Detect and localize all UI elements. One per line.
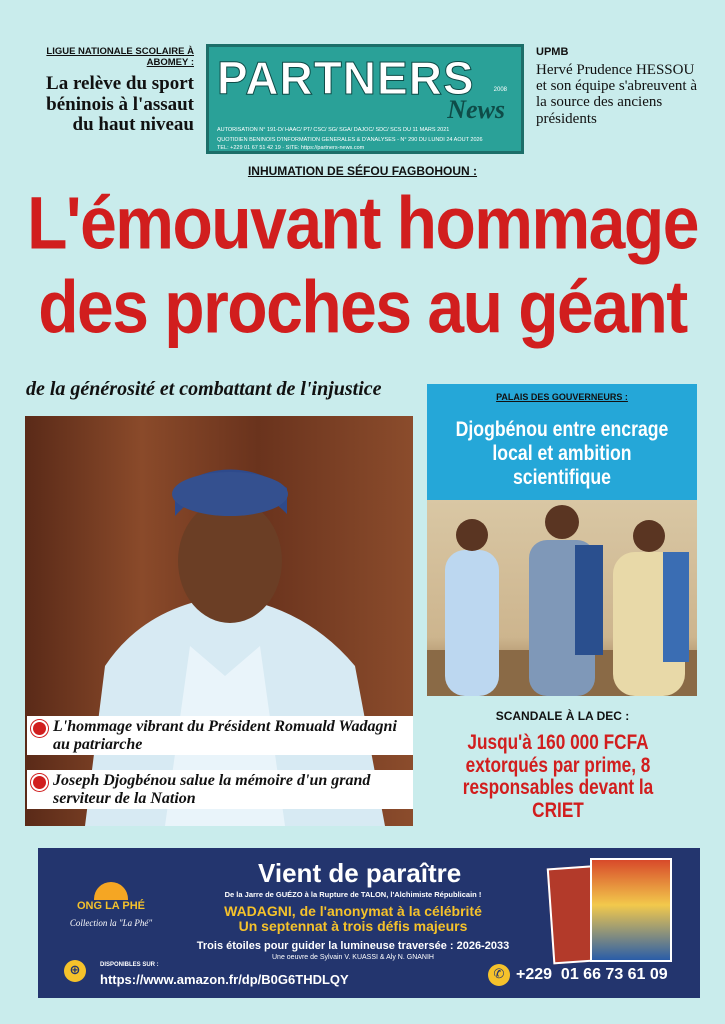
- main-story-title-line1[interactable]: L'émouvant hommage: [27, 181, 698, 265]
- bullet-dot-icon: [31, 720, 48, 737]
- masthead-tagline: QUOTIDIEN BENINOIS D'INFORMATION GENERALES & D'ANALYSES - N° 290 DU LUNDI 24 AOUT 2026: [217, 137, 483, 143]
- masthead-edition: 2008: [493, 87, 507, 93]
- right-teaser-headline: Hervé Prudence HESSOU et son équipe s'abreuvent à la source des anciens présidents: [536, 62, 697, 127]
- ad-line4: Trois étoiles pour guider la lumineuse traversée : 2026-2033: [196, 940, 510, 952]
- ong-logo-text: ONG LA PHÉ: [76, 900, 146, 912]
- side-story-headline: Djogbénou entre encrage local et ambition scientifique: [455, 418, 669, 490]
- group-photo-illustration: [427, 500, 697, 696]
- phone-number[interactable]: +229 01 66 73 61 09: [516, 966, 668, 983]
- ad-book-title: [188, 904, 518, 933]
- dec-story-headline[interactable]: Jusqu'à 160 000 FCFA extorqués par prime, 8 responsables devant la CRIET: [462, 731, 654, 823]
- collection-text: Collection la "La Phé": [69, 918, 153, 928]
- main-story-bullet-2[interactable]: [27, 770, 413, 809]
- book-advertisement[interactable]: [38, 848, 700, 998]
- left-teaser[interactable]: [28, 46, 194, 136]
- main-photo: [25, 416, 413, 826]
- masthead-title: PARTNERS: [217, 52, 475, 104]
- left-teaser-kicker: LIGUE NATIONALE SCOLAIRE À ABOMEY :: [46, 46, 194, 68]
- masthead-contact: TEL: +229 01 67 51 42 19 · SITE: https://partners-news.com: [217, 145, 365, 151]
- side-story[interactable]: [427, 384, 697, 696]
- dec-story-kicker: SCANDALE À LA DEC :: [495, 709, 630, 723]
- portrait-illustration: [25, 416, 413, 826]
- ad-line1: De la Jarre de GUÉZO à la Rupture de TALON, l'Alchimiste Républicain !: [224, 890, 482, 899]
- available-label: DISPONIBLES SUR :: [100, 962, 159, 968]
- main-story-kicker: INHUMATION DE SÉFOU FAGBOHOUN :: [247, 164, 478, 178]
- bullet-dot-icon: [31, 774, 48, 791]
- bullet-text: L'hommage vibrant du Président Romuald Wadagni au patriarche: [53, 718, 397, 753]
- bullet-text: Joseph Djogbénou salue la mémoire d'un grand serviteur de la Nation: [53, 772, 371, 807]
- side-story-photo: [427, 500, 697, 696]
- main-story-subtitle: de la générosité et combattant de l'injustice: [26, 378, 382, 400]
- left-teaser-headline: La relève du sport béninois à l'assaut du haut niveau: [46, 73, 194, 136]
- ad-title: Vient de paraître: [258, 858, 462, 888]
- ad-authors: Une oeuvre de Sylvain V. KUASSI & Aly N. GNANIH: [272, 954, 434, 961]
- globe-icon: ⊕: [64, 960, 86, 982]
- masthead[interactable]: [206, 44, 524, 154]
- sun-logo-icon: [94, 882, 128, 900]
- right-teaser[interactable]: [536, 46, 706, 127]
- main-story-bullet-1[interactable]: [27, 716, 413, 755]
- amazon-link[interactable]: https://www.amazon.fr/dp/B0G6THDLQY: [100, 972, 349, 987]
- book-cover-front: [590, 858, 672, 962]
- ong-logo: [56, 882, 166, 928]
- masthead-authorisation: AUTORISATION N° 191-D/ HAAC/ PT/ CSC/ SG/ SGA/ DAJOC/ SDC/ SCS DU 11 MARS 2021: [217, 127, 450, 133]
- phone-icon: ✆: [488, 964, 510, 986]
- ad-line3: Un septennat à trois défis majeurs: [238, 917, 468, 934]
- main-story-title-line2[interactable]: des proches au géant: [38, 265, 687, 349]
- masthead-subtitle: News: [447, 95, 505, 124]
- right-teaser-kicker: UPMB: [536, 46, 569, 58]
- ad-line2: WADAGNI, de l'anonymat à la célébrité: [224, 903, 482, 919]
- side-story-kicker: PALAIS DES GOUVERNEURS :: [496, 392, 628, 402]
